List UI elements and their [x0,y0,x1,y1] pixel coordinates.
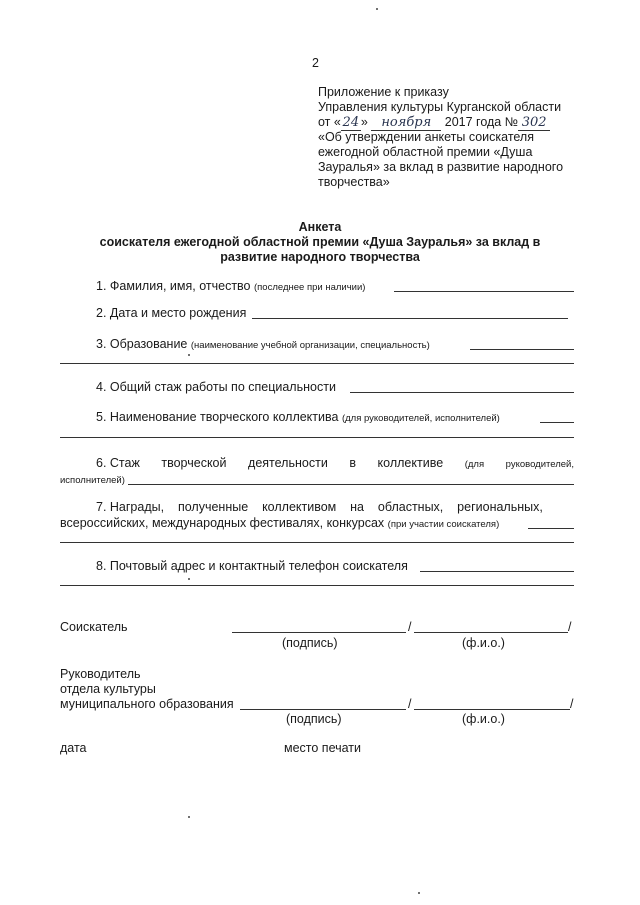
field-3-note: (наименование учебной организации, специальность) [190,340,430,351]
field-creative-experience-input-line[interactable] [128,484,574,485]
appendix-line2: Управления культуры Курганской области [318,100,562,114]
appendix-line4: «Об утверждении анкеты соискателя [318,130,534,144]
field-6-note-line2: исполнителей) [60,475,125,486]
scan-speck [376,8,378,10]
page-number: 2 [312,56,319,70]
field-education-label [96,337,430,353]
appendix-line6: Зауралья» за вклад в развитие народного [318,160,564,174]
form-title: Анкета [298,220,342,234]
field-6-word: 6. Стаж [96,456,140,470]
handwritten-day: 24 [342,115,360,130]
field-5-label-text: 5. Наименование творческого коллектива [96,410,339,424]
applicant-label: Соискатель [60,620,128,634]
field-7-note: (при участии соискателя) [387,519,500,530]
head-name-caption: (ф.и.о.) [462,712,505,726]
scan-speck [418,892,420,894]
field-awards-label-line2 [60,516,499,532]
field-6-note-word: (для [464,459,485,470]
scan-speck [188,354,190,356]
field-collective-label [96,410,500,426]
field-creative-experience-label [96,456,574,472]
head-signature-caption: (подпись) [286,712,342,726]
date-label: дата [60,741,87,755]
field-collective-input-line-2[interactable] [60,437,574,438]
appendix-line5: ежегодной областной премии «Душа [318,145,533,159]
field-7-label-text: всероссийских, международных фестивалях, конкурсах [60,516,385,530]
head-label-line2: отдела культуры [60,682,156,696]
form-subtitle-line2: развитие народного творчества [220,250,420,264]
field-awards-label-line1: 7. Награды, полученные коллективом на областных, региональных, [96,500,543,514]
field-experience-input-line[interactable] [350,392,574,393]
field-education-input-line-2[interactable] [60,363,574,364]
field-full-name-label [96,279,365,295]
field-education-input-line[interactable] [470,349,574,350]
scan-speck [188,578,190,580]
appendix-date-line [318,115,550,131]
field-6-word: в [349,456,356,470]
date-mid: » [360,115,368,129]
date-prefix: от « [318,115,341,129]
field-1-label-text: 1. Фамилия, имя, отчество [96,279,251,293]
field-birth-label: 2. Дата и место рождения [96,306,247,320]
head-label-line1: Руководитель [60,667,141,681]
appendix-line7: творчества» [318,175,390,189]
head-label-line3: муниципального образования [60,697,234,711]
field-5-note: (для руководителей, исполнителей) [341,413,500,424]
scan-speck [188,816,190,818]
appendix-line1: Приложение к приказу [318,85,449,99]
date-year: 2017 года № [444,115,519,129]
signature-slash: / [568,620,572,634]
handwritten-month: ноября [371,115,441,131]
field-birth-input-line[interactable] [252,318,568,319]
field-full-name-input-line[interactable] [394,291,574,292]
signature-slash: / [570,697,574,711]
applicant-name-caption: (ф.и.о.) [462,636,505,650]
applicant-signature-line[interactable] [232,632,406,633]
stamp-label: место печати [284,741,362,755]
field-contact-input-line-2[interactable] [60,585,574,586]
field-experience-label: 4. Общий стаж работы по специальности [96,380,336,394]
field-3-label-text: 3. Образование [96,337,188,351]
field-6-word: коллективе [377,456,444,470]
field-awards-input-line[interactable] [528,528,574,529]
signature-slash: / [408,620,412,634]
head-name-line[interactable] [414,709,570,710]
field-1-note: (последнее при наличии) [254,282,366,293]
head-signature-line[interactable] [240,709,406,710]
field-contact-label: 8. Почтовый адрес и контактный телефон соискателя [96,559,408,573]
applicant-name-line[interactable] [414,632,568,633]
field-6-word: творческой [161,456,227,470]
field-contact-input-line[interactable] [420,571,574,572]
applicant-signature-caption: (подпись) [282,636,338,650]
field-6-note-word: руководителей, [505,459,574,470]
field-6-word: деятельности [248,456,328,470]
field-awards-input-line-2[interactable] [60,542,574,543]
form-subtitle-line1: соискателя ежегодной областной премии «Душа Зауралья» за вклад в [99,235,541,249]
signature-slash: / [408,697,412,711]
field-collective-input-line[interactable] [540,422,574,423]
handwritten-order-number: 302 [518,115,550,131]
